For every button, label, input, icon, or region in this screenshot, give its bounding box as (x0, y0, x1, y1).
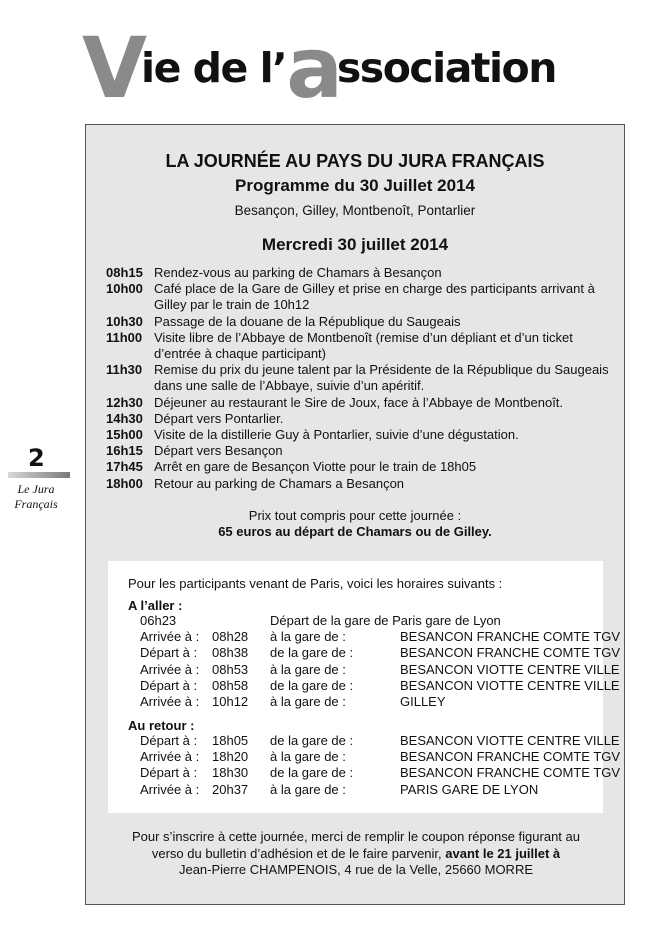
train-row (140, 749, 620, 765)
train-label: Arrivée à : (140, 629, 200, 645)
header-text-part1: ie de l’ (141, 44, 287, 92)
train-label: Départ à : (140, 677, 198, 693)
train-label: Arrivée à : (140, 661, 200, 677)
panel-intro: Pour les participants venant de Paris, voici les horaires suivants : (128, 576, 503, 591)
train-label: Arrivée à : (140, 694, 200, 710)
schedule-text: Passage de la douane de la République du Saugeais (154, 313, 461, 329)
schedule-list (106, 265, 611, 492)
train-row (140, 694, 620, 710)
train-station-label: de la gare de : (270, 765, 354, 781)
train-station: BESANCON FRANCHE COMTE TGV (400, 749, 621, 765)
price-line-2: 65 euros au départ de Chamars ou de Gilley. (218, 524, 492, 539)
train-time: 08h38 (212, 645, 249, 661)
schedule-time: 17h45 (106, 459, 143, 475)
train-time: 18h05 (212, 733, 249, 748)
train-description: Départ de la gare de Paris gare de Lyon (270, 613, 501, 628)
train-station-label: à la gare de : (270, 629, 346, 645)
train-station-label: à la gare de : (270, 694, 346, 710)
schedule-text: Départ vers Pontarlier. (154, 410, 284, 426)
schedule-time: 15h00 (106, 427, 143, 443)
train-time: 20h37 (212, 781, 249, 797)
schedule-text: Rendez-vous au parking de Chamars à Besançon (154, 265, 442, 280)
schedule-time: 16h15 (106, 443, 143, 459)
footer-text: Pour s’inscrire à cette journée, merci de remplir le coupon réponse figurant au verso du bulletin d’adhésion et de le faire parvenir, (131, 829, 580, 861)
train-station: BESANCON FRANCHE COMTE TGV (400, 765, 621, 781)
schedule-item (106, 427, 611, 443)
train-time: 08h53 (212, 661, 249, 677)
schedule-text: Café place de la Gare de Gilley et prise en charge des participants arrivant à Gilley par le train de 10h12 (154, 281, 595, 313)
train-time: 18h30 (212, 765, 249, 781)
train-station-label: à la gare de : (270, 781, 346, 797)
train-time: 08h58 (212, 677, 249, 693)
train-time: 08h28 (212, 629, 249, 645)
schedule-text: Visite de la distillerie Guy à Pontarlier, suivie d’une dégustation. (154, 427, 519, 443)
publication-name (6, 482, 66, 512)
train-station-label: de la gare de : (270, 677, 354, 693)
section-header (82, 19, 556, 117)
schedule-text: Visite libre de l’Abbaye de Montbenoît (remise d’un dépliant et d’un ticket d’entrée à chaque participant) (154, 329, 573, 362)
schedule-item (106, 330, 611, 362)
schedule-time: 14h30 (106, 410, 143, 426)
train-station: GILLEY (400, 694, 446, 710)
programme-box (85, 124, 625, 905)
train-time: 10h12 (212, 694, 249, 710)
schedule-time: 08h15 (106, 265, 143, 280)
train-station: PARIS GARE DE LYON (400, 781, 539, 797)
train-label: Départ à : (140, 765, 198, 781)
train-station: BESANCON VIOTTE CENTRE VILLE (400, 661, 620, 677)
schedule-item (106, 476, 611, 492)
schedule-time: 18h00 (106, 475, 143, 491)
schedule-item (106, 395, 611, 411)
schedule-text: Départ vers Besançon (154, 443, 283, 459)
train-station-label: de la gare de : (270, 645, 354, 661)
schedule-time: 11h00 (106, 329, 143, 345)
train-station: BESANCON FRANCHE COMTE TGV (400, 645, 621, 661)
header-big-v: V (82, 19, 142, 117)
schedule-item (106, 443, 611, 459)
schedule-time: 12h30 (106, 394, 143, 410)
footer-deadline: avant le 21 juillet à (445, 845, 561, 861)
train-row (140, 733, 620, 749)
train-departure-time: 06h23 (140, 613, 177, 628)
train-label: Arrivée à : (140, 781, 200, 797)
footer-address: Jean-Pierre CHAMPENOIS, 4 rue de la Velle, 25660 MORRE (178, 862, 534, 877)
train-row (140, 629, 620, 645)
retour-train-list (140, 733, 620, 798)
schedule-item (106, 459, 611, 475)
train-time: 18h20 (212, 749, 249, 765)
schedule-item (106, 411, 611, 427)
train-station: BESANCON VIOTTE CENTRE VILLE (400, 677, 620, 693)
schedule-item (106, 281, 611, 313)
schedule-text: Retour au parking de Chamars a Besançon (154, 475, 405, 491)
train-label: Départ à : (140, 645, 198, 661)
aller-title: A l’aller : (128, 598, 183, 613)
page-marker-bar (8, 472, 70, 478)
schedule-text: Remise du prix du jeune talent par la Présidente de la République du Saugeais dans une salle de l’Abbaye, suivie d’un apéritif. (154, 362, 609, 394)
train-station-label: à la gare de : (270, 749, 346, 765)
price-line-1: Prix tout compris pour cette journée : (248, 508, 462, 523)
train-station: BESANCON VIOTTE CENTRE VILLE (400, 733, 620, 748)
retour-title: Au retour : (128, 718, 195, 733)
header-text-part2: ssociation (336, 44, 556, 92)
train-row (140, 678, 620, 694)
train-row (140, 613, 620, 629)
train-row (140, 782, 620, 798)
train-station-label: à la gare de : (270, 661, 346, 677)
train-spacer (212, 613, 270, 629)
paris-trains-panel (108, 561, 621, 813)
publication-line-1: Le Jura (17, 482, 55, 496)
aller-train-list (140, 613, 620, 710)
programme-date: Mercredi 30 juillet 2014 (261, 235, 449, 254)
train-label: Arrivée à : (140, 749, 200, 765)
train-row (140, 645, 620, 661)
train-station: BESANCON FRANCHE COMTE TGV (400, 629, 621, 645)
schedule-time: 10h00 (106, 281, 143, 297)
train-row (140, 765, 620, 781)
programme-places: Besançon, Gilley, Montbenoît, Pontarlier (234, 203, 476, 218)
schedule-item (106, 265, 611, 281)
registration-footer (116, 829, 596, 879)
schedule-time: 10h30 (106, 313, 143, 329)
schedule-time: 11h30 (106, 362, 143, 378)
publication-line-2: Français (14, 497, 58, 511)
schedule-text: Arrêt en gare de Besançon Viotte pour le train de 18h05 (154, 459, 477, 475)
programme-title: LA JOURNÉE AU PAYS DU JURA FRANÇAIS (165, 151, 545, 171)
header-big-a: a (286, 19, 337, 117)
schedule-item (106, 362, 611, 394)
train-label: Départ à : (140, 733, 198, 748)
schedule-item (106, 314, 611, 330)
train-station-label: de la gare de : (270, 733, 354, 748)
train-row (140, 662, 620, 678)
schedule-text: Déjeuner au restaurant le Sire de Joux, face à l’Abbaye de Montbenoît. (154, 394, 564, 410)
page-number: 2 (28, 444, 45, 472)
programme-subtitle: Programme du 30 Juillet 2014 (235, 176, 475, 195)
